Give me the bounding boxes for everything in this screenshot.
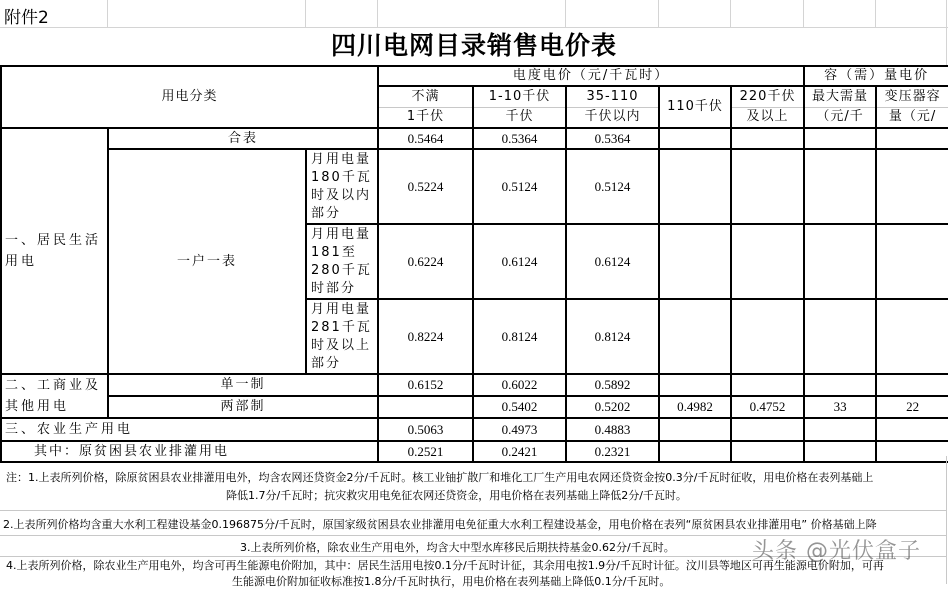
- cell-value: [659, 374, 731, 396]
- header-col-6-line1: 最大需量: [804, 86, 876, 107]
- table-row: [1, 128, 948, 149]
- cell-value: 0.5124: [473, 149, 566, 224]
- cell-value: 0.8124: [566, 299, 659, 374]
- cell-value: 0.2521: [378, 441, 473, 462]
- header-col-4: 110千伏: [659, 86, 731, 128]
- cell-value: 0.2321: [566, 441, 659, 462]
- cell-value: 33: [804, 396, 876, 418]
- cell-value: [378, 396, 473, 418]
- category-residential: 一、居民生活用电: [1, 128, 108, 374]
- cell-value: [804, 128, 876, 149]
- header-col-7-line2: 量（元/: [876, 107, 948, 128]
- row-label-two-part: 两部制: [108, 396, 378, 418]
- cell-value: 0.5364: [566, 128, 659, 149]
- cell-value: [731, 128, 804, 149]
- cell-value: 0.4982: [659, 396, 731, 418]
- cell-value: 22: [876, 396, 948, 418]
- category-agriculture: 三、农业生产用电: [1, 418, 378, 441]
- cell-value: [804, 374, 876, 396]
- watermark: 头条 @光伏盒子: [752, 539, 921, 564]
- cell-value: [731, 418, 804, 441]
- electricity-price-table: [0, 65, 948, 463]
- cell-value: 0.6124: [473, 224, 566, 299]
- cell-value: [804, 418, 876, 441]
- tier-label-2: 月用电量181至280千瓦时部分: [306, 224, 378, 299]
- cell-value: 0.6022: [473, 374, 566, 396]
- header-col-2-line1: 1-10千伏: [473, 86, 566, 107]
- table-row: [1, 418, 948, 441]
- cell-value: 0.5063: [378, 418, 473, 441]
- cell-value: 0.5364: [473, 128, 566, 149]
- cell-value: 0.6224: [378, 224, 473, 299]
- cell-value: [659, 418, 731, 441]
- cell-value: [876, 224, 948, 299]
- note-2: [0, 510, 946, 536]
- cell-value: 0.4752: [731, 396, 804, 418]
- table-row: [1, 396, 948, 418]
- cell-value: 0.6124: [566, 224, 659, 299]
- note-2-text: 2.上表所列价格均含重大水利工程建设基金0.196875分/千瓦时，原国家级贫困县农业排灌用电免征重大水利工程建设基金，用电价格在表列“原贫困县农业排灌用电” 价格基础上降: [3, 518, 877, 531]
- row-label-single: 单一制: [108, 374, 378, 396]
- note-4-line-2: 生能源电价附加征收标准按1.8分/千瓦时执行，用电价格在表列基础上降低0.1分/千瓦时。: [232, 575, 671, 588]
- note-4-line-1: 4.上表所列价格，除农业生产用电外，均含可再生能源电价附加，其中：居民生活用电按0.1分/千瓦时计征，其余用电按1.9分/千瓦时计征。汶川县等地区可再生能源电价附加，可再: [6, 559, 884, 572]
- cell-value: 0.5124: [566, 149, 659, 224]
- table-row: [1, 149, 948, 224]
- header-category: 用电分类: [1, 66, 378, 128]
- annex-label: 附件2: [4, 8, 49, 28]
- cell-value: [876, 374, 948, 396]
- table-row: [1, 374, 948, 396]
- cell-value: [731, 374, 804, 396]
- cell-value: [659, 224, 731, 299]
- cell-value: [876, 299, 948, 374]
- sheet-edge: [946, 456, 947, 584]
- header-capacity-price-group: 容（需）量电价: [804, 66, 948, 86]
- cell-value: 0.6152: [378, 374, 473, 396]
- cell-value: [731, 149, 804, 224]
- cell-value: [731, 224, 804, 299]
- cell-value: [876, 418, 948, 441]
- cell-value: [804, 299, 876, 374]
- cell-value: 0.4883: [566, 418, 659, 441]
- note-1: [0, 457, 946, 510]
- cell-value: [659, 128, 731, 149]
- header-energy-price-group: 电度电价（元/千瓦时）: [378, 66, 804, 86]
- header-col-2-line2: 千伏: [473, 107, 566, 128]
- row-label-per-household: 一户一表: [108, 149, 306, 374]
- row-label-poor-county-irrigation: 其中：原贫困县农业排灌用电: [1, 441, 378, 462]
- header-col-7-line1: 变压器容: [876, 86, 948, 107]
- note-1-line-1: 注：1.上表所列价格，除原贫困县农业排灌用电外，均含农网还贷资金2分/千瓦时。核工业铀扩散厂和堆化工厂生产用电农网还贷资金按0.3分/千瓦时征收，用电价格在表列基础上: [6, 471, 874, 484]
- cell-value: 0.5402: [473, 396, 566, 418]
- header-col-1-line1: 不满: [378, 86, 473, 107]
- cell-value: [659, 299, 731, 374]
- cell-value: 0.5224: [378, 149, 473, 224]
- cell-value: [876, 128, 948, 149]
- cell-value: [876, 149, 948, 224]
- cell-value: [659, 149, 731, 224]
- row-label-combined-meter: 合表: [108, 128, 378, 149]
- header-col-3-line1: 35-110: [566, 86, 659, 107]
- cell-value: [804, 224, 876, 299]
- category-industrial: 二、工商业及其他用电: [1, 374, 108, 418]
- cell-value: 0.5464: [378, 128, 473, 149]
- cell-value: 0.2421: [473, 441, 566, 462]
- cell-value: [731, 299, 804, 374]
- header-col-3-line2: 千伏以内: [566, 107, 659, 128]
- cell-value: [804, 149, 876, 224]
- cell-value: 0.8124: [473, 299, 566, 374]
- header-col-1-line2: 1千伏: [378, 107, 473, 128]
- cell-value: 0.4973: [473, 418, 566, 441]
- note-1-line-2: 降低1.7分/千瓦时；抗灾救灾用电免征农网还贷资金，用电价格在表列基础上降低2分/千瓦时。: [226, 489, 687, 502]
- cell-value: 0.5892: [566, 374, 659, 396]
- page-title: 四川电网目录销售电价表: [330, 31, 617, 60]
- tier-label-3: 月用电量281千瓦时及以上部分: [306, 299, 378, 374]
- header-col-6-line2: （元/千: [804, 107, 876, 128]
- tier-label-1: 月用电量180千瓦时及以内部分: [306, 149, 378, 224]
- header-col-5-line1: 220千伏: [731, 86, 804, 107]
- note-3-text: 3.上表所列价格，除农业生产用电外，均含大中型水库移民后期扶持基金0.62分/千瓦时。: [240, 541, 675, 554]
- cell-value: 0.8224: [378, 299, 473, 374]
- cell-value: 0.5202: [566, 396, 659, 418]
- header-col-5-line2: 及以上: [731, 107, 804, 128]
